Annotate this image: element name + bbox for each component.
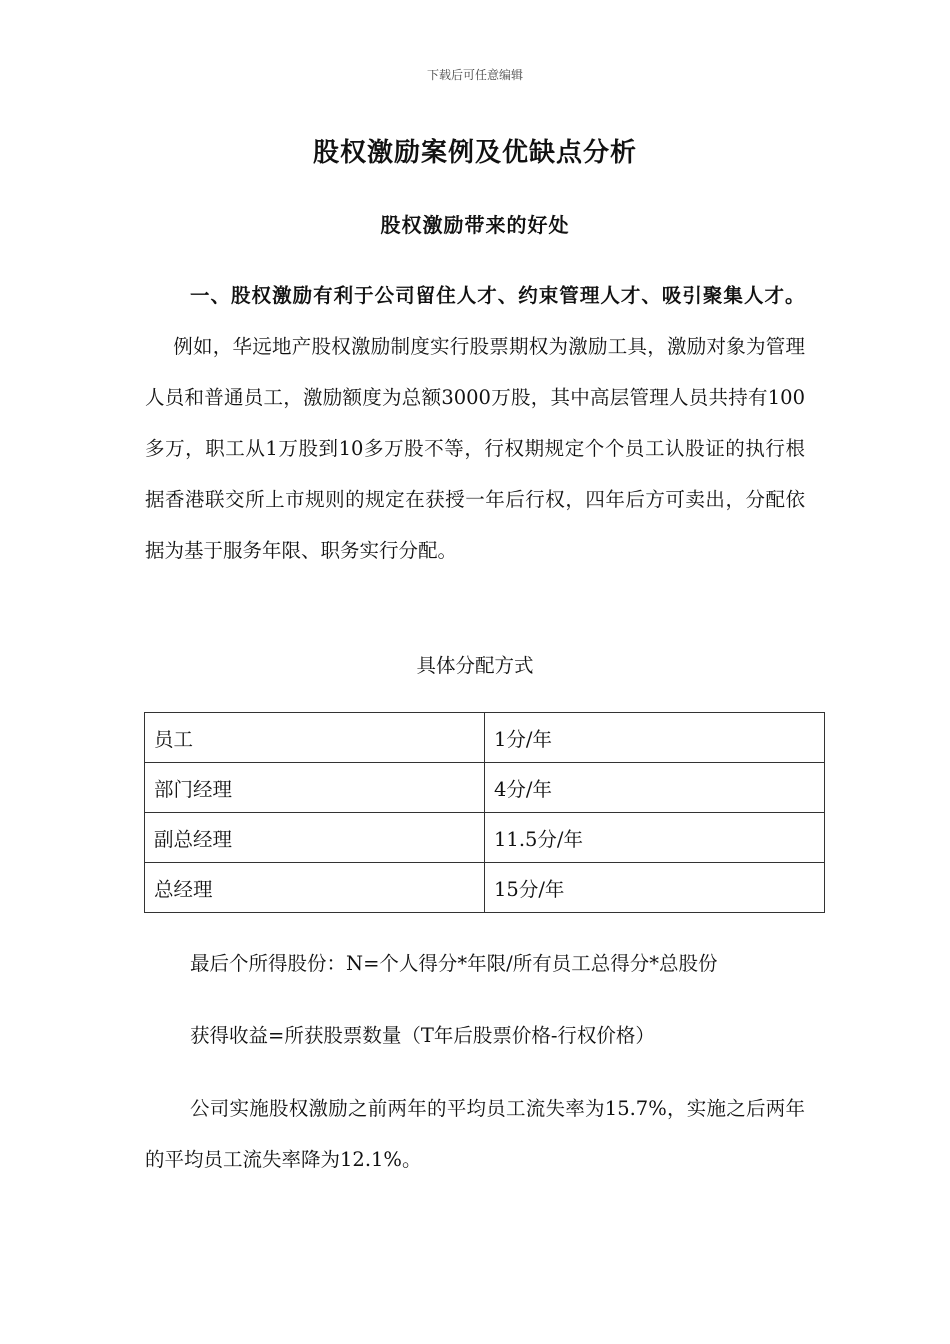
- table-row: [145, 863, 825, 913]
- role-cell: 副总经理: [145, 813, 485, 863]
- table-row: [145, 813, 825, 863]
- role-cell: 员工: [145, 713, 485, 763]
- table-row: [145, 713, 825, 763]
- document-subtitle: 股权激励带来的好处: [380, 213, 570, 237]
- points-cell: 4分/年: [485, 763, 825, 813]
- role-cell: 总经理: [145, 863, 485, 913]
- distribution-table: [144, 712, 825, 913]
- section-1-body: 例如，华远地产股权激励制度实行股票期权为激励工具，激励对象为管理人员和普通员工，激励额度为总额3000万股，其中高层管理人员共持有100多万，职工从1万股到10多万股不等，行权期规定个个员工认股证的执行根据香港联交所上市规则的规定在获授一年后行权，四年后方可卖出，分配依据为基于服务年限、职务实行分配。: [145, 335, 805, 562]
- table-row: [145, 763, 825, 813]
- section-1-heading: 一、股权激励有利于公司留住人才、约束管理人才、吸引聚集人才。: [190, 284, 805, 307]
- table-caption: 具体分配方式: [416, 654, 534, 677]
- income-formula: 获得收益=所获股票数量（T年后股票价格-行权价格）: [190, 1024, 655, 1047]
- share-formula: 最后个所得股份：N=个人得分*年限/所有员工总得分*总股份: [190, 952, 718, 975]
- page-header-note: 下载后可任意编辑: [426, 68, 523, 82]
- conclusion-paragraph: 公司实施股权激励之前两年的平均员工流失率为15.7%，实施之后两年的平均员工流失率降为12.1%。: [145, 1097, 805, 1171]
- document-title: 股权激励案例及优缺点分析: [312, 138, 637, 168]
- points-cell: 15分/年: [485, 863, 825, 913]
- points-cell: 1分/年: [485, 713, 825, 763]
- section-1-paragraph: [145, 270, 805, 576]
- points-cell: 11.5分/年: [485, 813, 825, 863]
- role-cell: 部门经理: [145, 763, 485, 813]
